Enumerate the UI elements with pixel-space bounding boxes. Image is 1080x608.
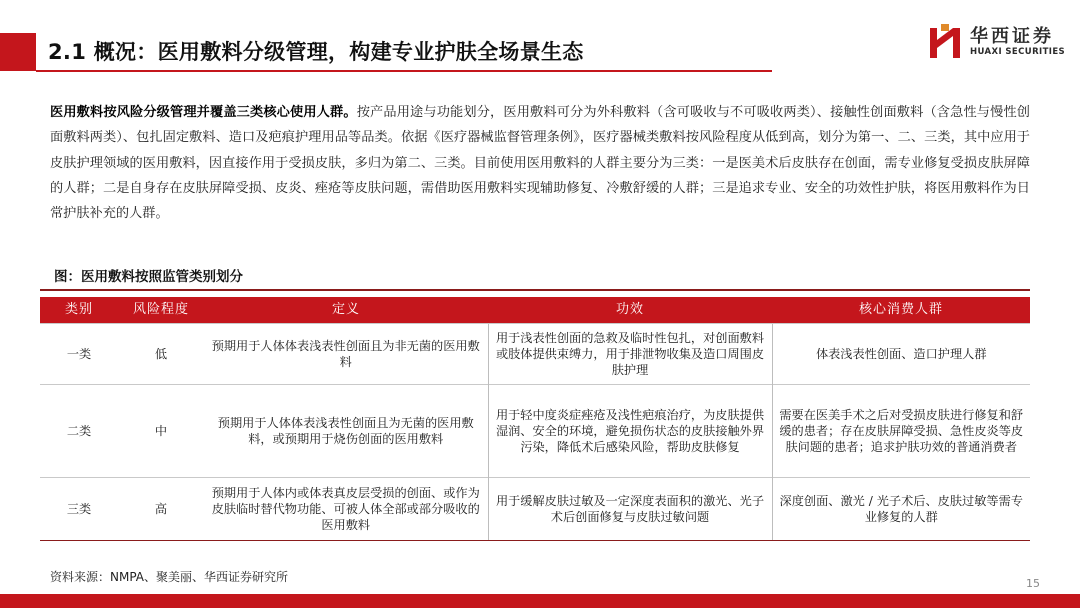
header-category: 类别 <box>40 297 118 324</box>
header-definition: 定义 <box>204 297 488 324</box>
table-row <box>40 478 1030 541</box>
table-row <box>40 324 1030 385</box>
cell-consumers: 体表浅表性创面、造口护理人群 <box>772 324 1030 385</box>
cell-definition: 预期用于人体体表浅表性创面且为非无菌的医用敷料 <box>204 324 488 385</box>
source-note: 资料来源：NMPA、聚美丽、华西证券研究所 <box>50 570 289 584</box>
page-title: 2.1 概况：医用敷料分级管理，构建专业护肤全场景生态 <box>48 40 584 64</box>
cell-consumers: 深度创面、激光 / 光子术后、皮肤过敏等需专业修复的人群 <box>772 478 1030 541</box>
cell-category: 一类 <box>40 324 118 385</box>
cell-efficacy: 用于浅表性创面的急救及临时性包扎，对创面敷料或肢体提供束缚力，用于排泄物收集及造口周围皮肤护理 <box>488 324 772 385</box>
figure-title: 图：医用敷料按照监管类别划分 <box>54 269 243 285</box>
title-accent-bar <box>0 33 36 71</box>
page-number: 15 <box>1026 577 1040 590</box>
cell-category: 二类 <box>40 385 118 478</box>
intro-body: 按产品用途与功能划分，医用敷料可分为外科敷料（含可吸收与不可吸收两类）、接触性创面敷料（含急性与慢性创面敷料两类）、包扎固定敷料、造口及疤痕护理用品等品类。依据《医疗器械监督管理条例》，医疗器械类敷料按风险程度从低到高，划分为第一、二、三类，其中应用于皮肤护理领域的医用敷料，因直接作用于受损皮肤，多归为第二、三类。目前使用医用敷料的人群主要分为三类：一是医美术后皮肤存在创面，需专业修复受损皮肤屏障的人群；二是自身存在皮肤屏障受损、皮炎、痤疮等皮肤问题，需借助医用敷料实现辅助修复、冷敷舒缓的人群；三是追求专业、安全的功效性护肤，将医用敷料作为日常护肤补充的人群。 <box>50 105 1030 222</box>
header-consumers: 核心消费人群 <box>772 297 1030 324</box>
cell-efficacy: 用于缓解皮肤过敏及一定深度表面积的激光、光子术后创面修复与皮肤过敏问题 <box>488 478 772 541</box>
table-header-row <box>40 297 1030 324</box>
huaxi-logo-icon <box>928 24 962 60</box>
cell-efficacy: 用于轻中度炎症痤疮及浅性疤痕治疗，为皮肤提供湿润、安全的环境，避免损伤状态的皮肤接触外界污染，降低术后感染风险，帮助皮肤修复 <box>488 385 772 478</box>
logo-chinese-name: 华西证券 <box>970 26 1054 47</box>
cell-consumers: 需要在医美手术之后对受损皮肤进行修复和舒缓的患者；存在皮肤屏障受损、急性皮炎等皮肤问题的患者；追求护肤功效的普通消费者 <box>772 385 1030 478</box>
header-risk: 风险程度 <box>118 297 204 324</box>
figure-divider <box>40 289 1030 291</box>
logo-english-name: HUAXI SECURITIES <box>970 47 1066 57</box>
company-logo <box>928 22 1068 62</box>
cell-definition: 预期用于人体体表浅表性创面且为无菌的医用敷料，或预期用于烧伤创面的医用敷料 <box>204 385 488 478</box>
intro-paragraph <box>50 100 1030 226</box>
title-divider <box>36 70 772 72</box>
cell-category: 三类 <box>40 478 118 541</box>
cell-risk: 低 <box>118 324 204 385</box>
intro-lead: 医用敷料按风险分级管理并覆盖三类核心使用人群。 <box>50 105 357 120</box>
cell-definition: 预期用于人体内或体表真皮层受损的创面、或作为皮肤临时替代物功能、可被人体全部或部分吸收的医用敷料 <box>204 478 488 541</box>
header-efficacy: 功效 <box>488 297 772 324</box>
classification-table <box>40 297 1030 541</box>
cell-risk: 中 <box>118 385 204 478</box>
footer-accent-bar <box>0 594 1080 608</box>
table-row <box>40 385 1030 478</box>
cell-risk: 高 <box>118 478 204 541</box>
